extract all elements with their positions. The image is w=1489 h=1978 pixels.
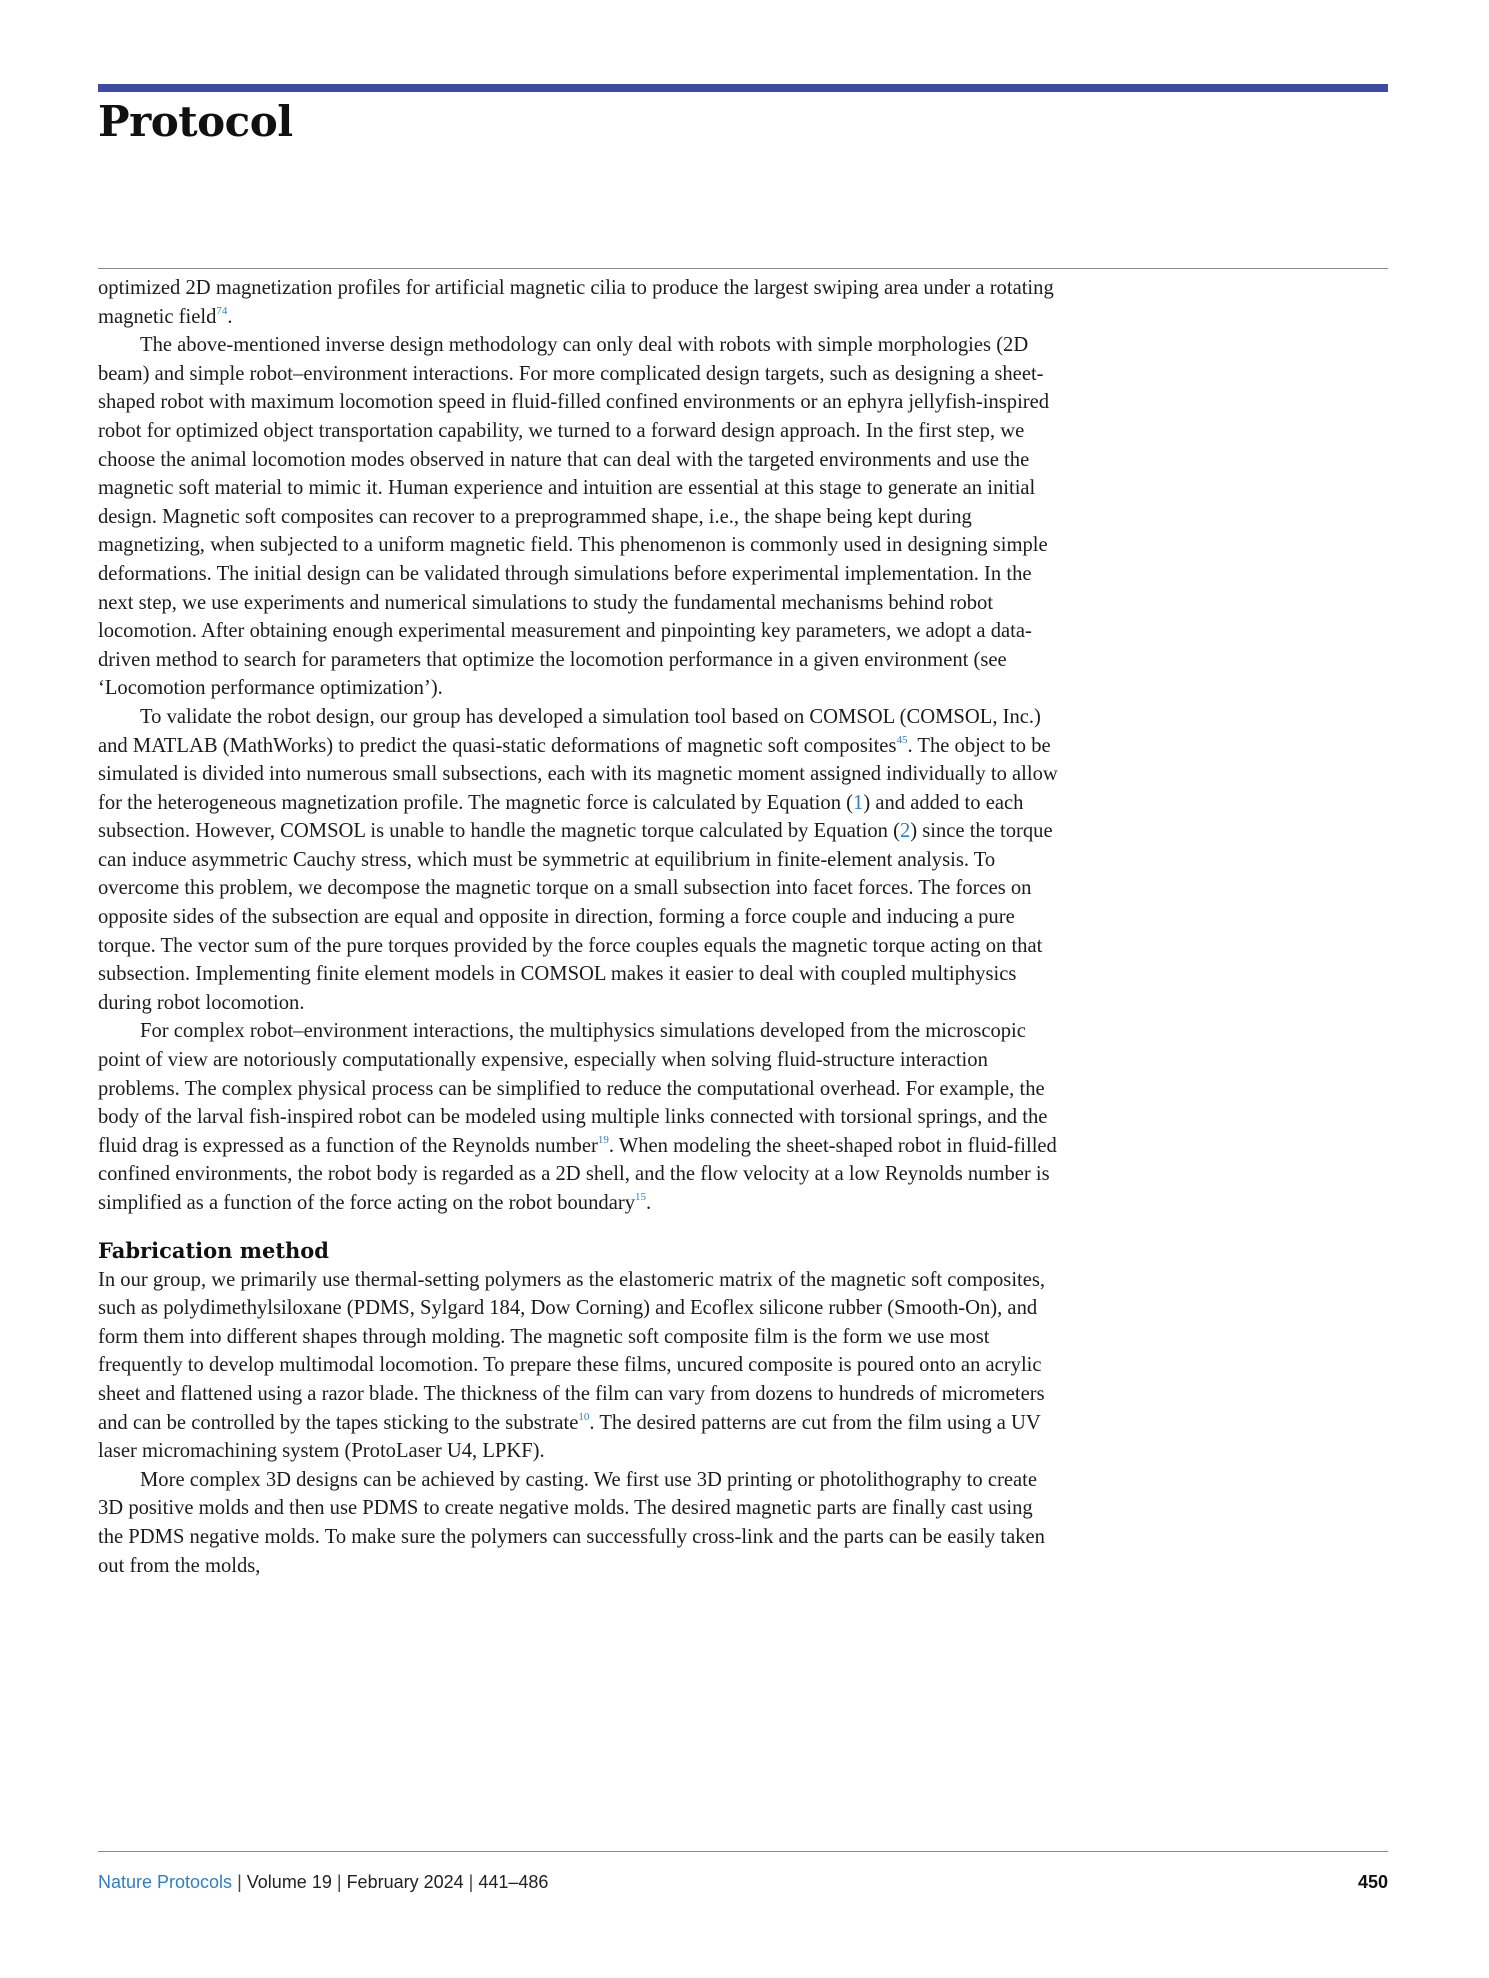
page-number: 450 bbox=[1357, 1872, 1388, 1892]
section-label: Protocol bbox=[98, 97, 293, 146]
page-footer bbox=[98, 1869, 1388, 1895]
equation-link[interactable]: 2 bbox=[899, 820, 911, 843]
citation-link[interactable]: 74 bbox=[216, 304, 228, 317]
journal-name[interactable]: Nature Protocols bbox=[98, 1872, 233, 1892]
citation-link[interactable]: 10 bbox=[578, 1410, 590, 1423]
footer-separator: | bbox=[468, 1872, 474, 1892]
issue-date: February 2024 bbox=[346, 1872, 464, 1892]
header-accent-bar bbox=[98, 84, 1388, 92]
paragraph-6: More complex 3D designs can be achieved by casting. We first use 3D printing or photolithography to create 3D positive molds and then use PDMS to create negative molds. The desired magnetic parts are finally cast using the PDMS negative molds. To make sure the polymers can successfully cross-link and the parts can be easily taken out from the molds, bbox=[98, 1468, 1045, 1577]
footer-divider bbox=[98, 1851, 1388, 1852]
header-divider bbox=[98, 268, 1388, 269]
volume: Volume 19 bbox=[246, 1872, 332, 1892]
footer-separator: | bbox=[237, 1872, 242, 1892]
paragraph-1: optimized 2D magnetization profiles for artificial magnetic cilia to produce the largest swiping area under a rotating magnetic field$^{74}$. bbox=[98, 277, 1054, 328]
citation-link[interactable]: 45 bbox=[896, 733, 908, 746]
section-heading-fabrication: Fabrication method bbox=[98, 1237, 329, 1263]
equation-link[interactable]: 1 bbox=[853, 791, 864, 814]
paragraph-4: For complex robot–environment interactions, the multiphysics simulations developed from the microscopic point of view are notoriously computationally expensive, especially when solving fluid-structure interaction problems. The complex physical process can be simplified to reduce the computational overhead. For example, the body of the larval fish-inspired robot can be modeled using multiple links connected with torsional springs, and the fluid drag is expressed as a function of the Reynolds number$^{19}$. When modeling the sheet-shaped robot in fluid-filled confined environments, the robot body is regarded as a 2D shell, and the flow velocity at a low Reynolds number is simplified as a function of the force acting on the robot boundary$^{15}$. bbox=[98, 1020, 1057, 1214]
article-body bbox=[98, 274, 1058, 1580]
paragraph-3: To validate the robot design, our group has developed a simulation tool based on COMSOL (COMSOL, Inc.) and MATLAB (MathWorks) to predict the quasi-static deformations of magnetic soft composites$^{45}$. The object to be simulated is divided into numerous small subsections, each with its magnetic moment assigned individually to allow for the heterogeneous magnetization profile. The magnetic force is calculated by Equation (1) and added to each subsection. However, COMSOL is unable to handle the magnetic torque calculated by Equation (2) since the torque can induce asymmetric Cauchy stress, which must be symmetric at equilibrium in finite-element analysis. To overcome this problem, we decompose the magnetic torque on a small subsection into facet forces. The forces on opposite sides of the subsection are equal and opposite in direction, forming a force couple and inducing a pure torque. The vector sum of the pure torques provided by the force couples equals the magnetic torque acting on that subsection. Implementing finite element models in COMSOL makes it easier to deal with coupled multiphysics during robot locomotion. bbox=[98, 705, 1058, 1014]
paragraph-5: In our group, we primarily use thermal-setting polymers as the elastomeric matrix of the magnetic soft composites, such as polydimethylsiloxane (PDMS, Sylgard 184, Dow Corning) and Ecoflex silicone rubber (Smooth-On), and form them into different shapes through molding. The magnetic soft composite film is the form we use most frequently to develop multimodal locomotion. To prepare these films, uncured composite is poured onto an acrylic sheet and flattened using a razor blade. The thickness of the film can vary from dozens to hundreds of micrometers and can be controlled by the tapes sticking to the substrate$^{10}$. The desired patterns are cut from the film using a UV laser micromachining system (ProtoLaser U4, LPKF). bbox=[98, 1268, 1046, 1463]
footer-separator: | bbox=[336, 1872, 342, 1892]
citation-link[interactable]: 15 bbox=[635, 1191, 646, 1203]
citation-link[interactable]: 19 bbox=[597, 1133, 609, 1146]
page-range: 441–486 bbox=[478, 1872, 549, 1892]
paragraph-2: The above-mentioned inverse design methodology can only deal with robots with simple morphologies (2D beam) and simple robot–environment interactions. For more complicated design targets, such as designing a sheet-shaped robot with maximum locomotion speed in fluid-filled confined environments or an ephyra jellyfish-inspired robot for optimized object transportation capability, we turned to a forward design approach. In the first step, we choose the animal locomotion modes observed in nature that can deal with the targeted environments and use the magnetic soft material to mimic it. Human experience and intuition are essential at this stage to generate an initial design. Magnetic soft composites can recover to a preprogrammed shape, i.e., the shape being kept during magnetizing, when subjected to a uniform magnetic field. This phenomenon is commonly used in designing simple deformations. The initial design can be validated through simulations before experimental implementation. In the next step, we use experiments and numerical simulations to study the fundamental mechanisms behind robot locomotion. After obtaining enough experimental measurement and pinpointing key parameters, we adopt a data-driven method to search for parameters that optimize the locomotion performance in a given environment (see ‘Locomotion performance optimization’). bbox=[98, 334, 1050, 700]
